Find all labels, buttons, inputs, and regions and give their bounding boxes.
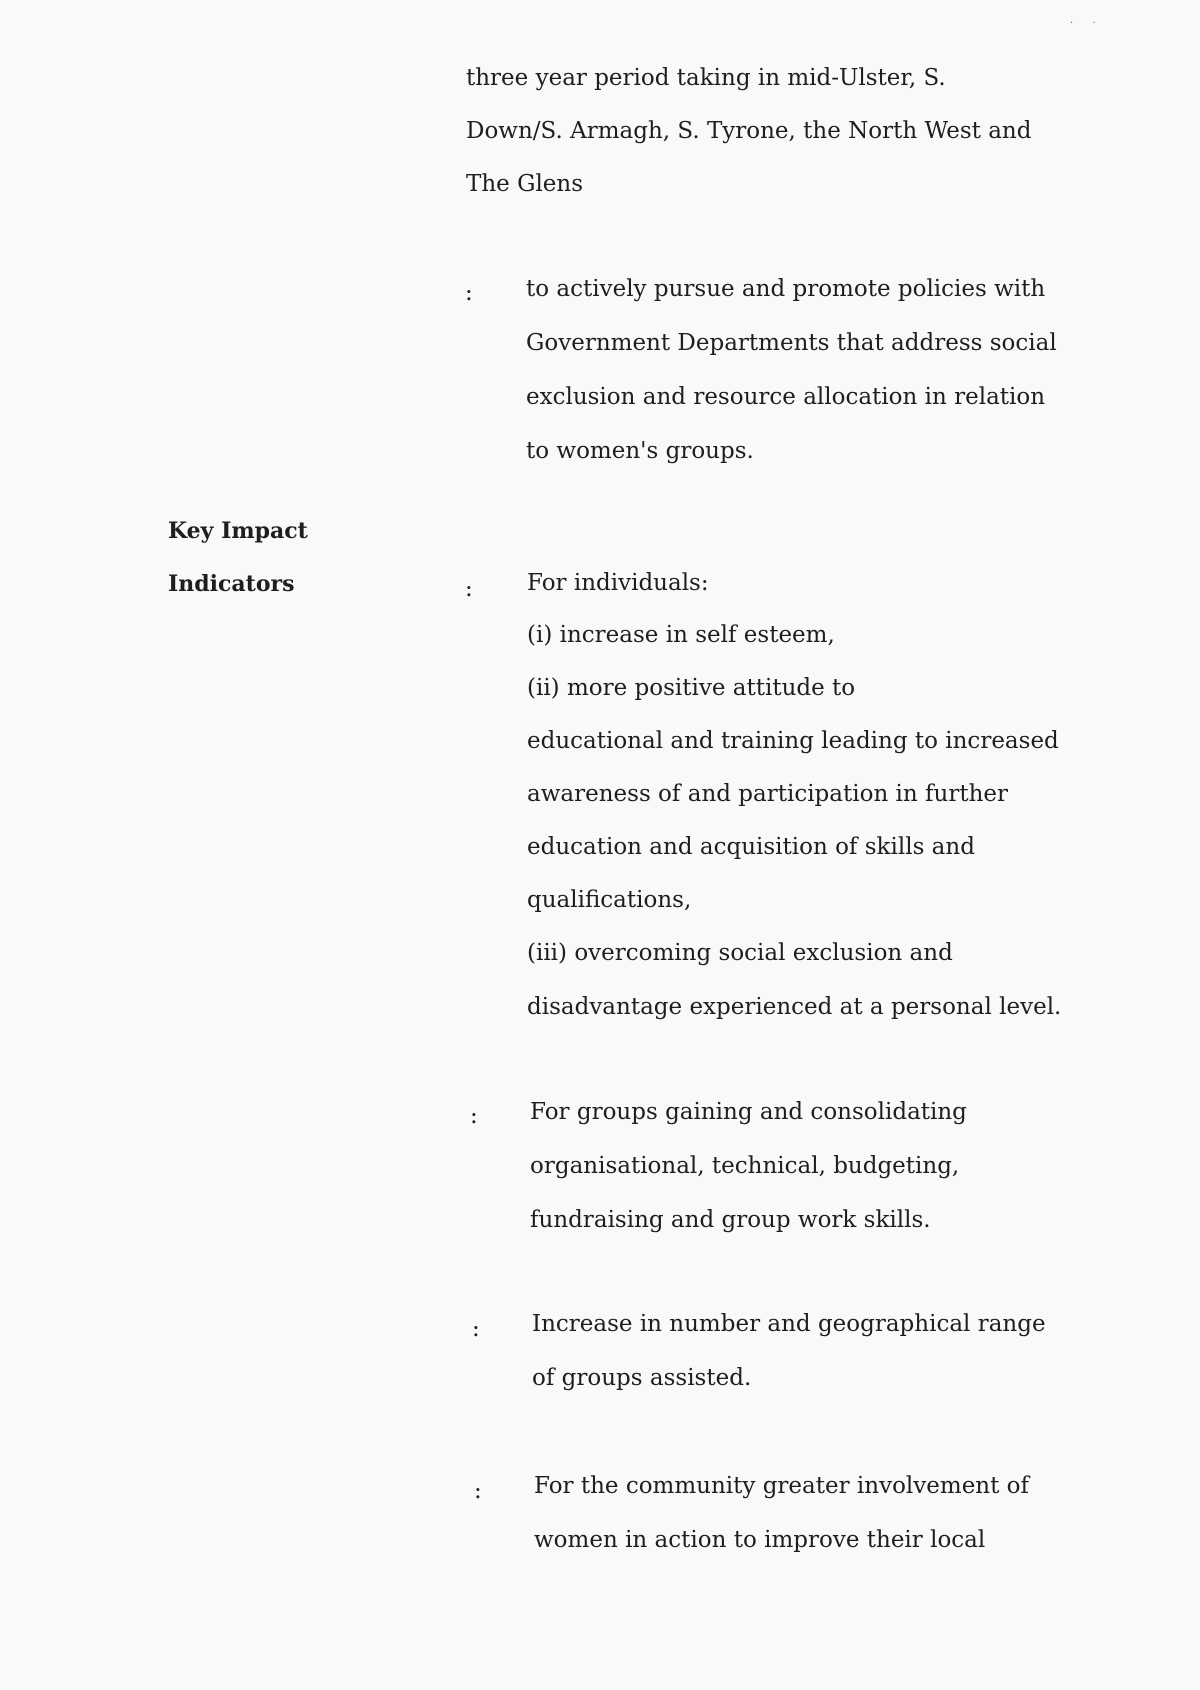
bullet-marker: : — [470, 1103, 478, 1129]
objective-line: to women's groups. — [526, 438, 754, 464]
indicator-line: of groups assisted. — [532, 1365, 752, 1391]
indicator-line: Increase in number and geographical range — [532, 1311, 1046, 1337]
indicator-line: qualifications, — [527, 887, 692, 913]
indicator-line: (i) increase in self esteem, — [527, 622, 835, 648]
objective-line: Government Departments that address social — [526, 330, 1057, 356]
indicator-line: For individuals: — [527, 570, 709, 596]
section-heading-line1: Key Impact — [168, 518, 308, 544]
indicator-line: (ii) more positive attitude to — [527, 675, 856, 701]
bullet-marker: : — [472, 1316, 480, 1342]
section-heading-line2: Indicators — [168, 571, 295, 597]
intro-line: The Glens — [466, 171, 584, 197]
indicator-line: For the community greater involvement of — [534, 1473, 1030, 1499]
indicator-line: For groups gaining and consolidating — [530, 1099, 967, 1125]
bullet-marker: : — [465, 280, 473, 306]
bullet-marker: : — [465, 576, 473, 602]
indicator-line: disadvantage experienced at a personal level. — [527, 994, 1062, 1020]
bullet-marker: : — [474, 1478, 482, 1504]
scan-specks: · · — [1070, 18, 1104, 29]
indicator-line: fundraising and group work skills. — [530, 1207, 931, 1233]
indicator-line: education and acquisition of skills and — [527, 834, 975, 860]
indicator-line: educational and training leading to increased — [527, 728, 1059, 754]
objective-line: exclusion and resource allocation in relation — [526, 384, 1046, 410]
intro-line: Down/S. Armagh, S. Tyrone, the North West and — [466, 118, 1032, 144]
intro-line: three year period taking in mid-Ulster, S. — [466, 65, 946, 91]
indicator-line: women in action to improve their local — [534, 1527, 986, 1553]
indicator-line: awareness of and participation in further — [527, 781, 1009, 807]
objective-line: to actively pursue and promote policies with — [526, 276, 1046, 302]
indicator-line: (iii) overcoming social exclusion and — [527, 940, 953, 966]
indicator-line: organisational, technical, budgeting, — [530, 1153, 960, 1179]
